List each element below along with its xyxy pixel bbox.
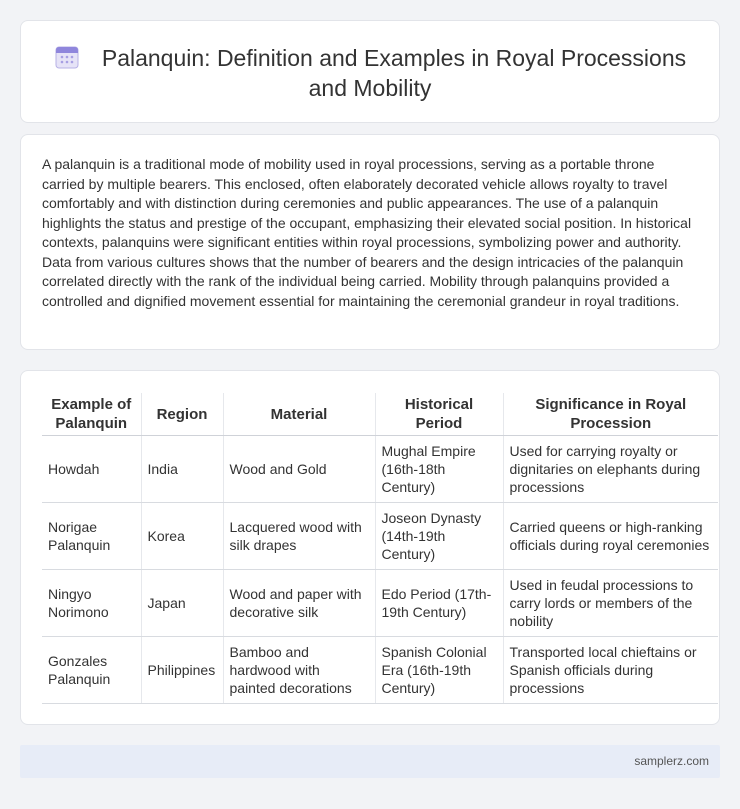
table-header-row <box>42 393 718 436</box>
footer-site-link[interactable]: samplerz.com <box>634 754 709 768</box>
column-header-period: Historical Period <box>375 393 503 436</box>
page-title: Palanquin: Definition and Examples in Royal Processions and Mobility <box>101 45 687 101</box>
page-title-wrap <box>21 43 719 103</box>
table-row <box>42 436 718 503</box>
cell-example: Ningyo Norimono <box>42 570 141 637</box>
palanquin-table <box>42 393 718 704</box>
cell-period: Edo Period (17th-19th Century) <box>375 570 503 637</box>
table-card <box>20 370 720 725</box>
cell-region: Philippines <box>141 637 223 704</box>
calendar-icon <box>54 44 80 70</box>
column-header-material: Material <box>223 393 375 436</box>
column-header-example: Example of Palanquin <box>42 393 141 436</box>
cell-material: Lacquered wood with silk drapes <box>223 503 375 570</box>
cell-region: Korea <box>141 503 223 570</box>
cell-significance: Used in feudal processions to carry lords or members of the nobility <box>503 570 718 637</box>
cell-period: Mughal Empire (16th-18th Century) <box>375 436 503 503</box>
cell-significance: Used for carrying royalty or dignitaries on elephants during processions <box>503 436 718 503</box>
cell-significance: Transported local chieftains or Spanish officials during processions <box>503 637 718 704</box>
table-row <box>42 570 718 637</box>
cell-period: Joseon Dynasty (14th-19th Century) <box>375 503 503 570</box>
cell-material: Bamboo and hardwood with painted decorations <box>223 637 375 704</box>
cell-example: Norigae Palanquin <box>42 503 141 570</box>
cell-region: India <box>141 436 223 503</box>
table-row <box>42 503 718 570</box>
intro-paragraph: A palanquin is a traditional mode of mobility used in royal processions, serving as a portable throne carried by multiple bearers. This enclosed, often elaborately decorated vehicle allows royalty to travel comfortably and with distinction during ceremonies and public appearances. The use of a palanquin highlights the status and prestige of the occupant, emphasizing their elevated social position. In historical contexts, palanquins were significant entities within royal processions, symbolizing power and authority. Data from various cultures shows that the number of bearers and the design intricacies of the palanquin correlated directly with the rank of the individual being carried. Mobility through palanquins provided a controlled and dignified movement essential for maintaining the ceremonial grandeur in royal traditions. <box>42 156 692 309</box>
cell-material: Wood and Gold <box>223 436 375 503</box>
table-row <box>42 637 718 704</box>
cell-region: Japan <box>141 570 223 637</box>
intro-card <box>20 134 720 350</box>
cell-example: Gonzales Palanquin <box>42 637 141 704</box>
column-header-significance: Significance in Royal Procession <box>503 393 718 436</box>
column-header-region: Region <box>141 393 223 436</box>
footer-bar <box>20 745 720 778</box>
title-card <box>20 20 720 123</box>
cell-example: Howdah <box>42 436 141 503</box>
cell-period: Spanish Colonial Era (16th-19th Century) <box>375 637 503 704</box>
cell-material: Wood and paper with decorative silk <box>223 570 375 637</box>
cell-significance: Carried queens or high-ranking officials during royal ceremonies <box>503 503 718 570</box>
